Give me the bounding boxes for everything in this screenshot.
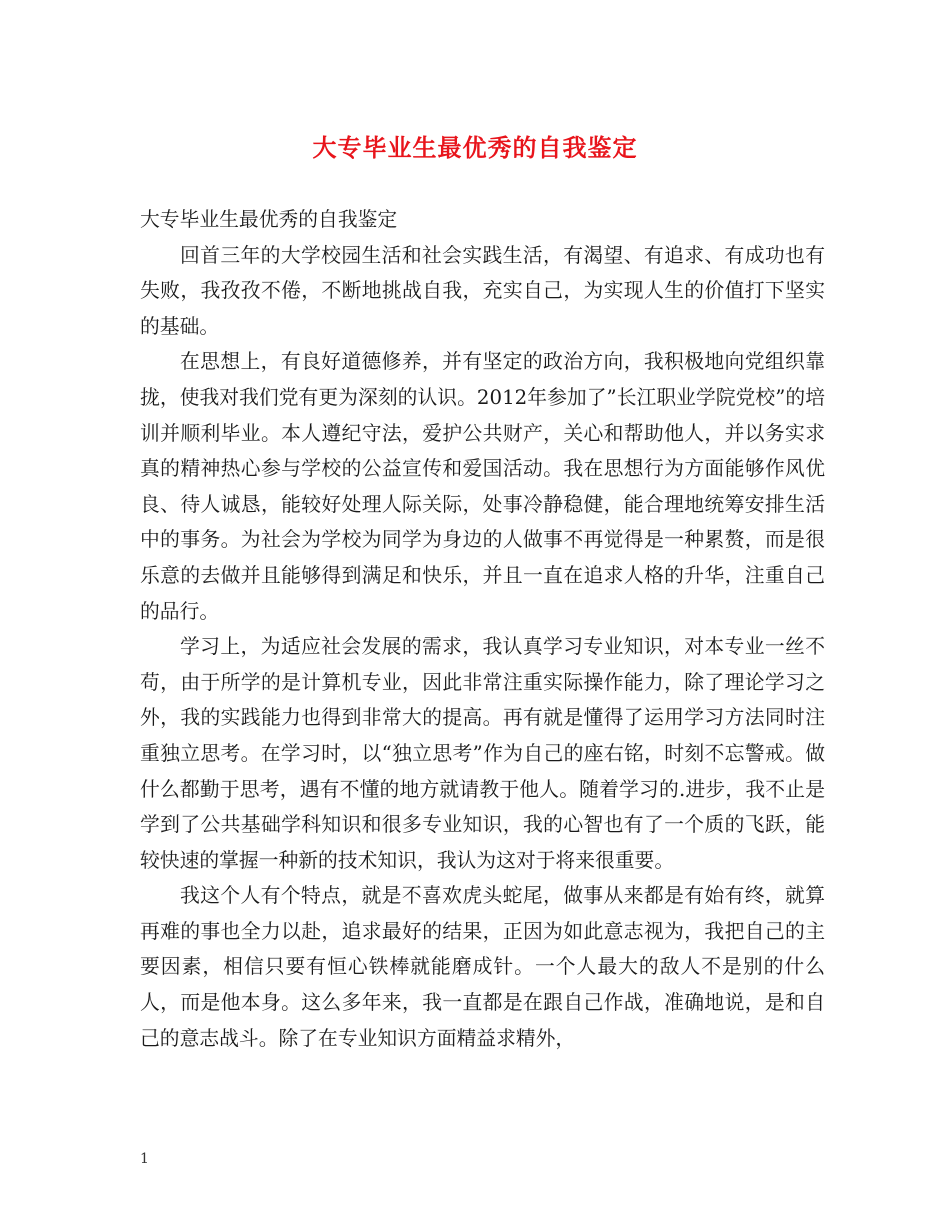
- paragraph-ideology: 在思想上，有良好道德修养，并有坚定的政治方向，我积极地向党组织靠拢，使我对我们党有更为深刻的认识。2012年参加了”长江职业学院党校”的培训并顺利毕业。本人遵纪守法，爱护公共财产，关心和帮助他人，并以务实求真的精神热心参与学校的公益宣传和爱国活动。我在思想行为方面能够作风优良、待人诚恳，能较好处理人际关际，处事冷静稳健，能合理地统筹安排生活中的事务。为社会为学校为同学为身边的人做事不再觉得是一种累赘，而是很乐意的去做并且能够得到满足和快乐，并且一直在追求人格的升华，注重自己的品行。: [140, 350, 825, 623]
- document-title: 大专毕业生最优秀的自我鉴定: [312, 134, 638, 162]
- document-subtitle: 大专毕业生最优秀的自我鉴定: [140, 208, 398, 231]
- paragraph-character: 我这个人有个特点，就是不喜欢虎头蛇尾，做事从来都是有始有终，就算再难的事也全力以赴，追求最好的结果，正因为如此意志视为，我把自己的主要因素，相信只要有恒心铁棒就能磨成针。一个人最大的敌人不是别的什么人，而是他本身。这么多年来，我一直都是在跟自己作战，准确地说，是和自己的意志战斗。除了在专业知识方面精益求精外，: [140, 884, 825, 1050]
- page-number: 1: [140, 1151, 149, 1167]
- paragraph-intro: 回首三年的大学校园生活和社会实践生活，有渴望、有追求、有成功也有失败，我孜孜不倦，不断地挑战自我，充实自己，为实现人生的价值打下坚实的基础。: [140, 243, 825, 338]
- paragraph-study: 学习上，为适应社会发展的需求，我认真学习专业知识，对本专业一丝不苟，由于所学的是计算机专业，因此非常注重实际操作能力，除了理论学习之外，我的实践能力也得到非常大的提高。再有就是懂得了运用学习方法同时注重独立思考。在学习时，以“独立思考”作为自己的座右铭，时刻不忘警戒。做什么都勤于思考，遇有不懂的地方就请教于他人。随着学习的.进步，我不止是学到了公共基础学科知识和很多专业知识，我的心智也有了一个质的飞跃，能较快速的掌握一种新的技术知识，我认为这对于将来很重要。: [140, 635, 825, 872]
- document-body: [140, 202, 825, 1056]
